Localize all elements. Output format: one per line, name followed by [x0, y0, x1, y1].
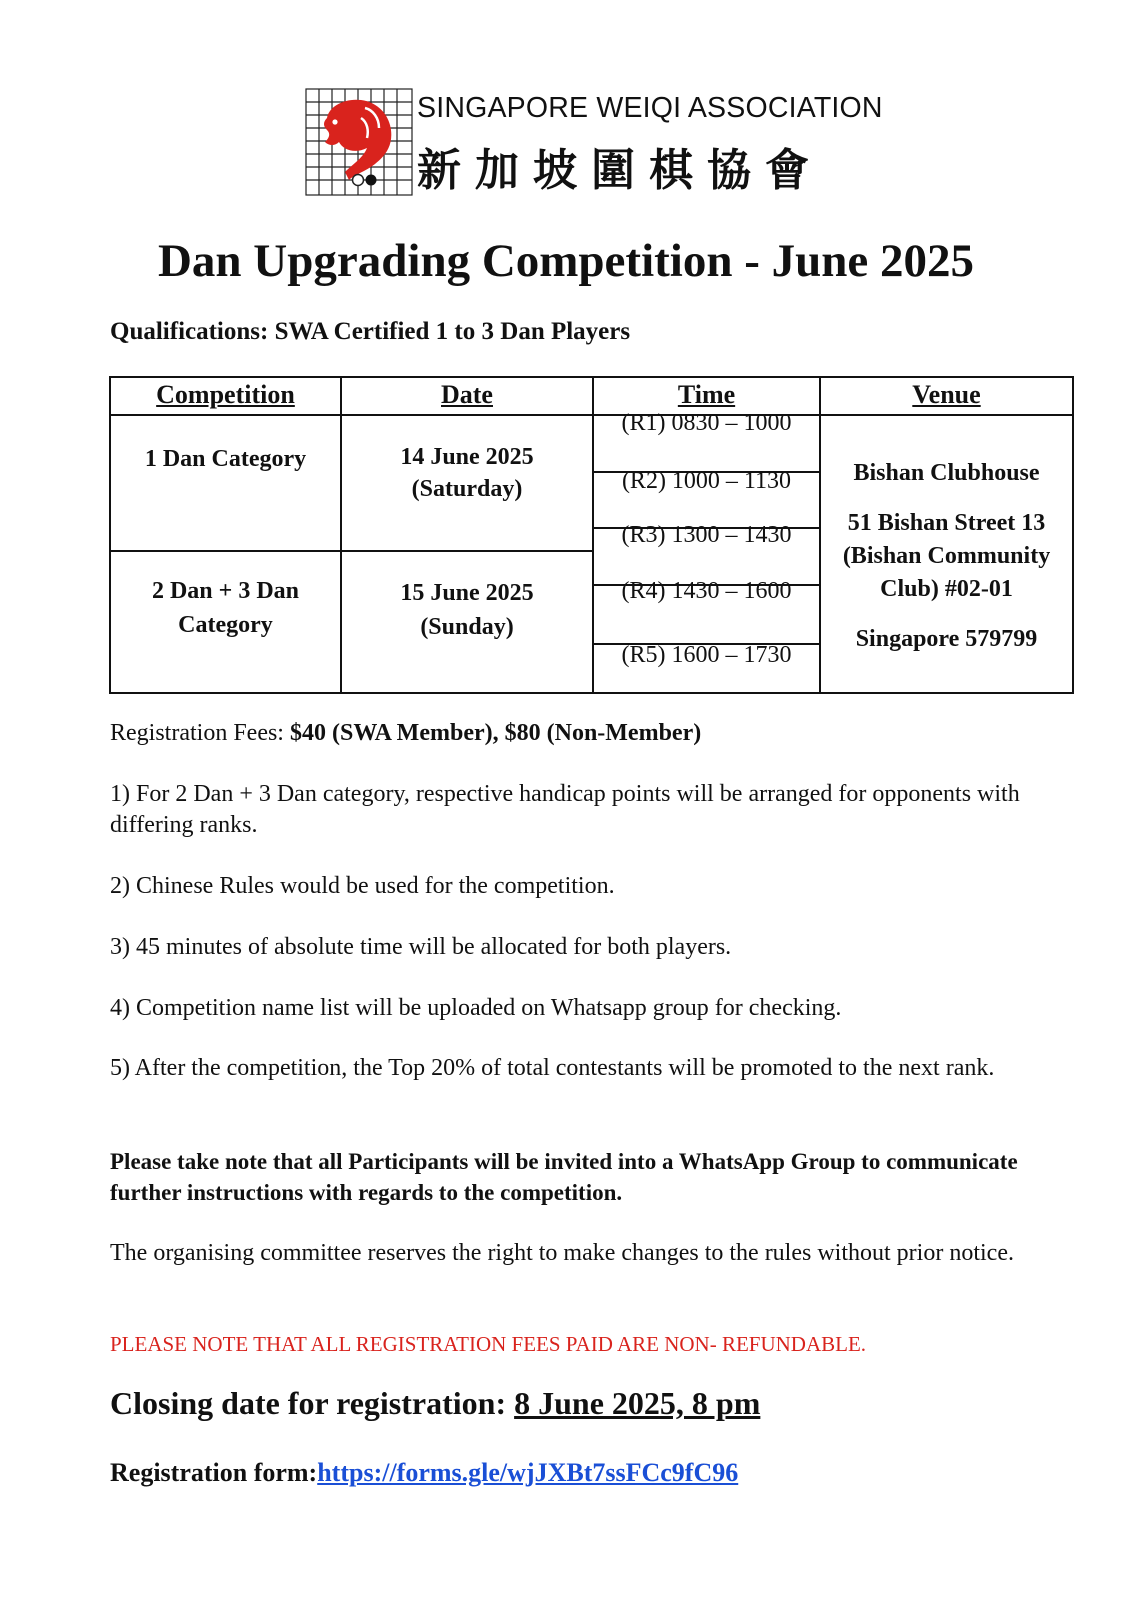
table-divider: [111, 550, 592, 552]
registration-label: Registration form:: [110, 1458, 318, 1487]
date-cat1-line2: (Saturday): [411, 476, 523, 502]
closing-label: Closing date for registration:: [110, 1385, 515, 1421]
date-cat2-line1: 15 June 2025: [400, 580, 534, 606]
venue-postal: Singapore 579799: [855, 626, 1038, 652]
rule-1: 1) For 2 Dan + 3 Dan category, respective handicap points will be arranged for opponents with differing ranks.: [110, 781, 1020, 838]
header-time: Time: [677, 380, 736, 409]
swa-logo: [305, 88, 883, 198]
registration-fees: [110, 718, 1050, 749]
closing-value: 8 June 2025, 8 pm: [514, 1385, 761, 1421]
rule-5: 5) After the competition, the Top 20% of total contestants will be promoted to the next rank.: [110, 1055, 995, 1081]
venue-address-line3: Club) #02-01: [880, 576, 1013, 602]
category-2-3-dan-line2: Category: [178, 612, 273, 638]
header-date: Date: [441, 380, 493, 409]
closing-date: [110, 1385, 760, 1422]
header-competition: Competition: [156, 380, 295, 409]
category-2-3-dan-line1: 2 Dan + 3 Dan: [151, 578, 300, 604]
fees-label: Registration Fees:: [110, 720, 290, 746]
round-3-time: (R3) 1300 – 1430: [621, 522, 792, 548]
whatsapp-note: Please take note that all Participants will be invited into a WhatsApp Group to communicate further instructions with regards to the competition.: [110, 1149, 1018, 1205]
page-title: Dan Upgrading Competition - June 2025: [157, 235, 975, 287]
header-venue: Venue: [912, 380, 981, 409]
rule-4: 4) Competition name list will be uploaded on Whatsapp group for checking.: [110, 995, 842, 1021]
category-1-dan: 1 Dan Category: [144, 446, 307, 472]
round-5-time: (R5) 1600 – 1730: [621, 642, 792, 668]
registration-form: [110, 1458, 738, 1488]
table-divider: [340, 378, 342, 692]
venue-address-line1: 51 Bishan Street 13: [847, 510, 1046, 536]
table-divider: [111, 414, 1072, 416]
registration-link[interactable]: https://forms.gle/wjJXBt7ssFCc9fC96: [317, 1458, 739, 1487]
logo-name-zh: 新加坡圍棋協會: [417, 145, 823, 196]
logo-name-en: SINGAPORE WEIQI ASSOCIATION: [417, 92, 883, 124]
date-cat1-line1: 14 June 2025: [400, 444, 534, 470]
weiqi-lion-logo-icon: [305, 88, 413, 196]
round-1-time: (R1) 0830 – 1000: [621, 410, 792, 436]
refund-note: PLEASE NOTE THAT ALL REGISTRATION FEES PAID ARE NON- REFUNDABLE.: [110, 1332, 867, 1356]
round-2-time: (R2) 1000 – 1130: [621, 468, 792, 494]
venue-name: Bishan Clubhouse: [853, 460, 1040, 486]
fees-value: $40 (SWA Member), $80 (Non-Member): [289, 720, 702, 746]
rule-3: 3) 45 minutes of absolute time will be allocated for both players.: [110, 934, 732, 960]
committee-note: The organising committee reserves the right to make changes to the rules without prior notice.: [110, 1240, 1014, 1266]
venue-address-line2: (Bishan Community: [842, 543, 1051, 569]
qualifications: Qualifications: SWA Certified 1 to 3 Dan Players: [110, 318, 631, 345]
schedule-table: [109, 376, 1074, 694]
rule-2: 2) Chinese Rules would be used for the competition.: [110, 873, 615, 899]
date-cat2-line2: (Sunday): [420, 614, 514, 640]
round-4-time: (R4) 1430 – 1600: [621, 578, 792, 604]
